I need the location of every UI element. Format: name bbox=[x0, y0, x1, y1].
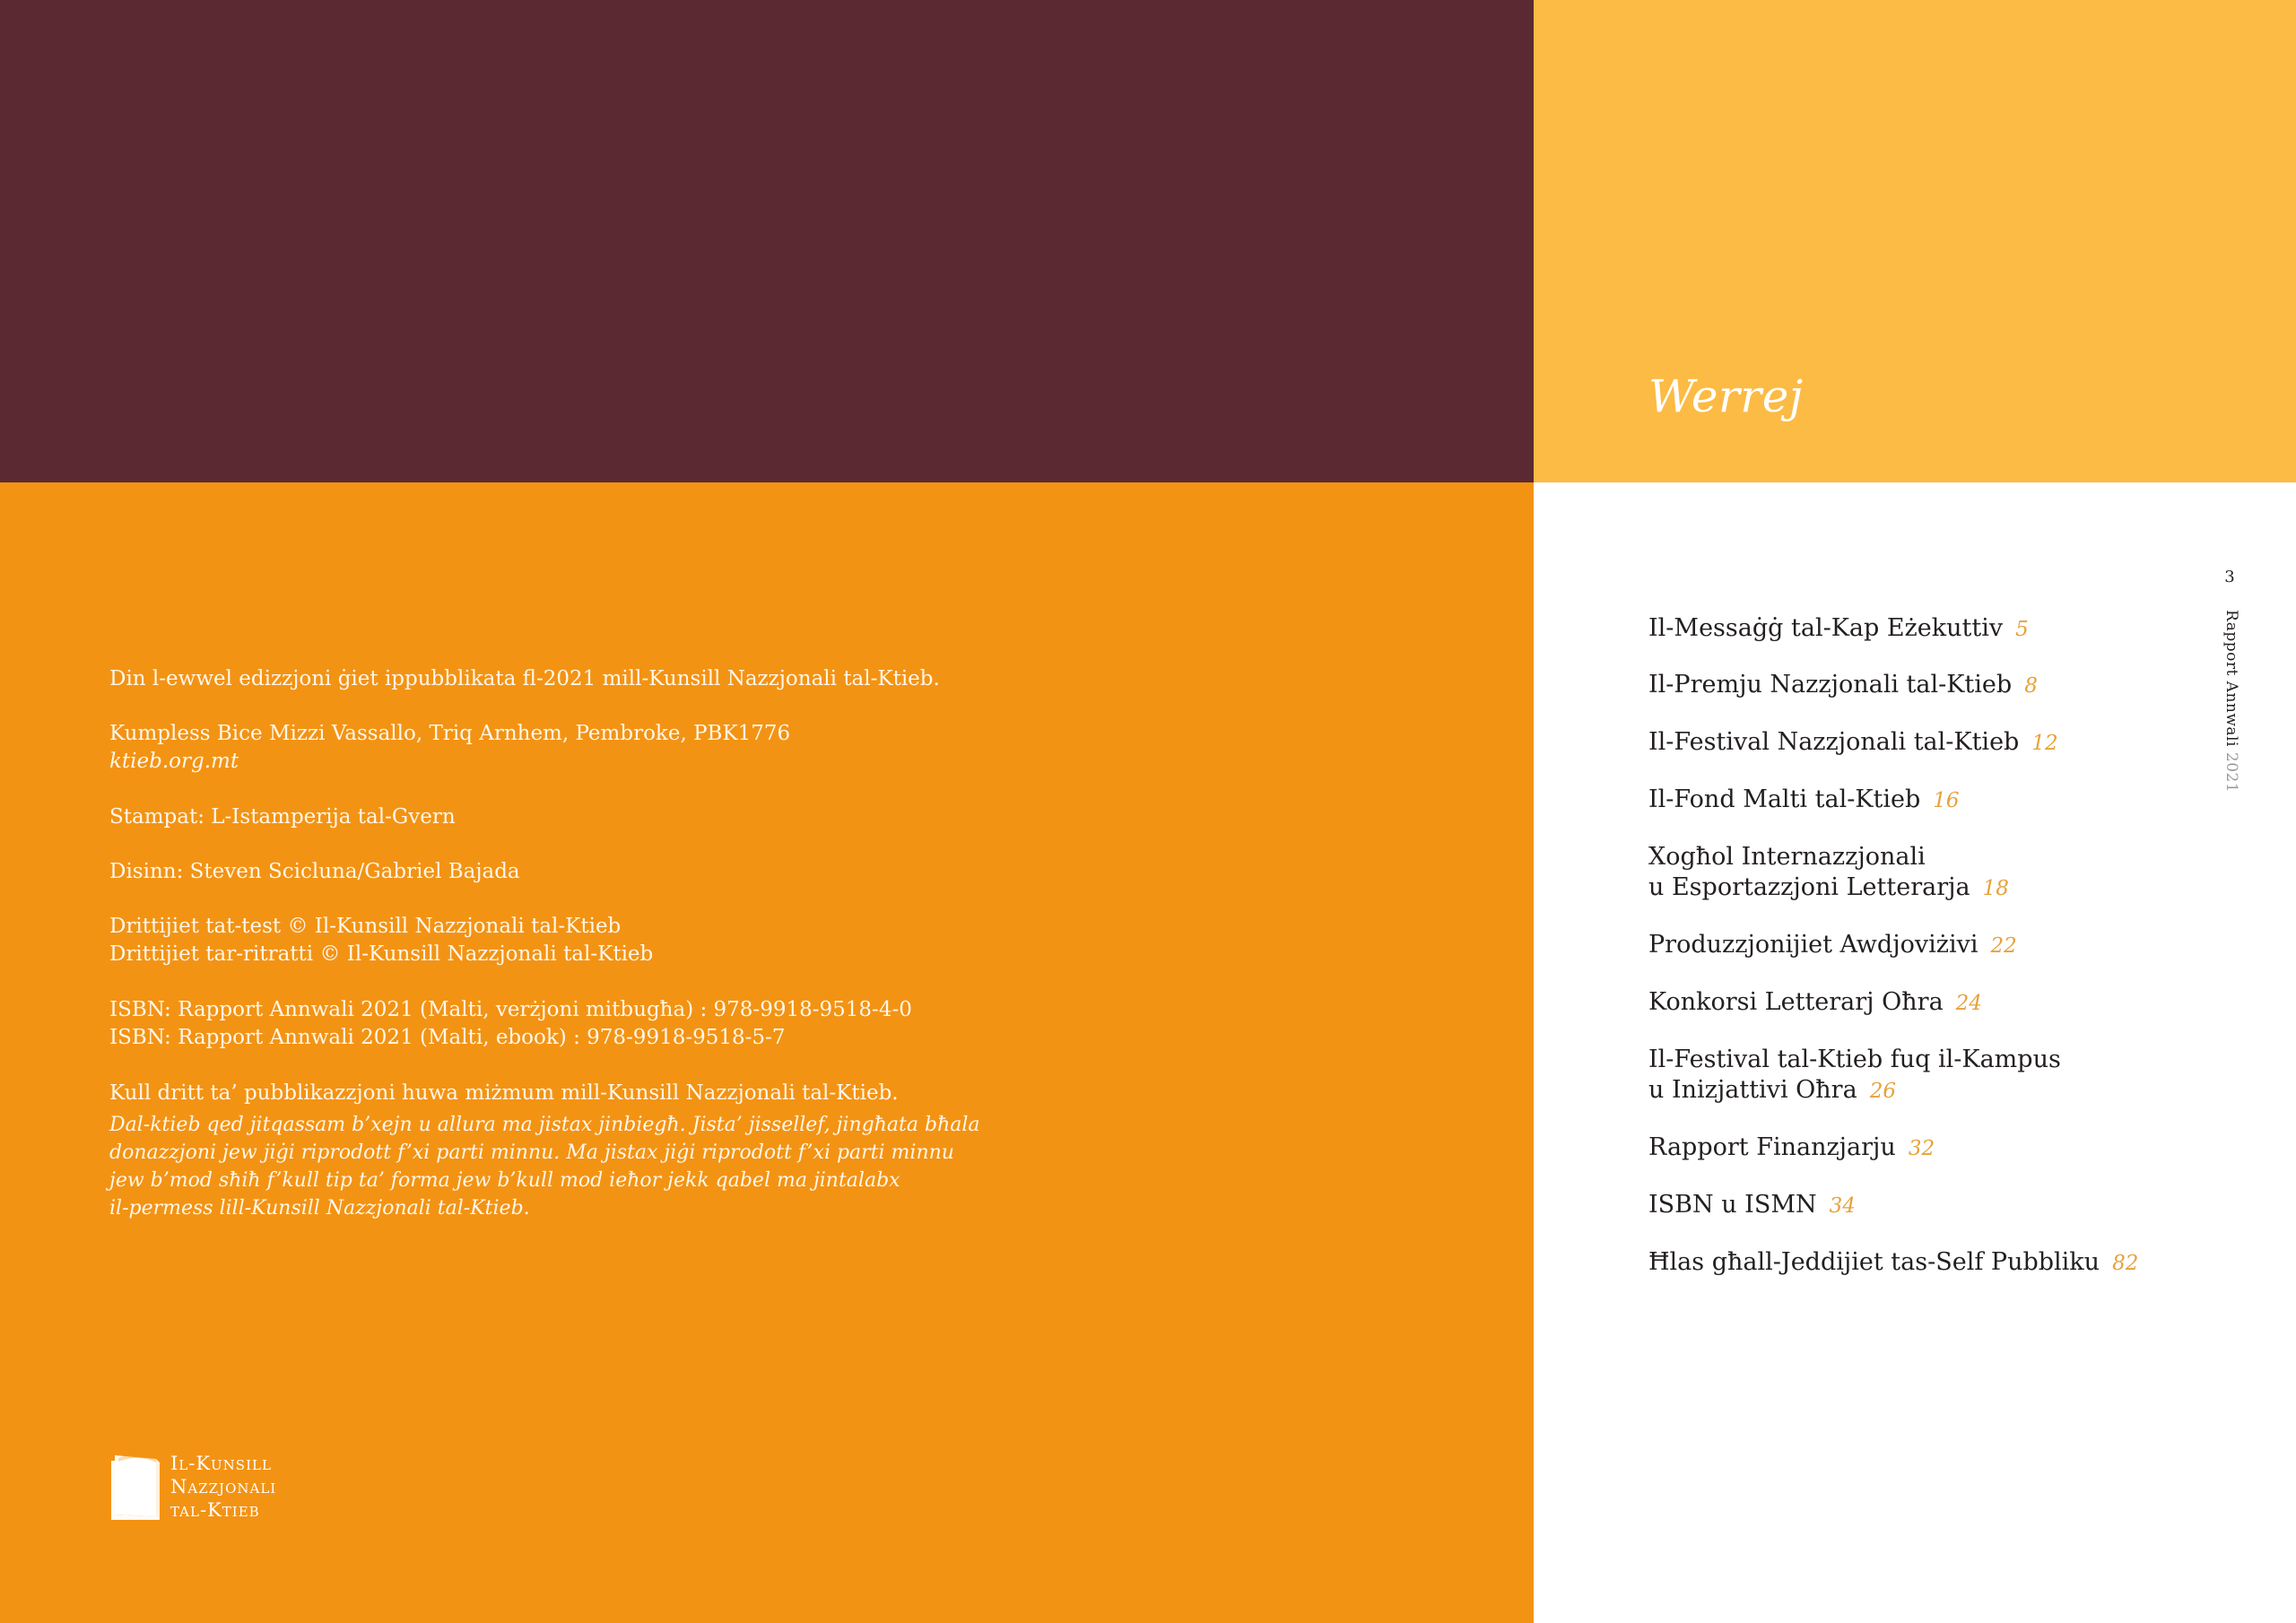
imprint-copyright-text: Drittijiet tat-test © Il-Kunsill Nazzjonali tal-Ktieb bbox=[109, 915, 622, 938]
toc-entry-label: Il-Festival Nazzjonali tal-Ktieb bbox=[1648, 728, 2020, 756]
toc-entry[interactable] bbox=[1648, 987, 1982, 1019]
toc-entry[interactable] bbox=[1648, 842, 2009, 904]
toc-entry[interactable] bbox=[1648, 670, 2038, 701]
imprint-copyright-photos: Drittijiet tar-ritratti © Il-Kunsill Nazzjonali tal-Ktieb bbox=[109, 942, 654, 966]
toc-entry[interactable] bbox=[1648, 1045, 2061, 1107]
running-title-year: 2021 bbox=[2222, 751, 2240, 794]
logo-line: Nazzjonali bbox=[170, 1476, 277, 1497]
imprint-isbn-block bbox=[109, 996, 912, 1052]
toc-entry-label: Il-Festival tal-Ktieb fuq il-Kampus bbox=[1648, 1046, 2061, 1073]
toc-entry[interactable] bbox=[1648, 785, 1960, 816]
imprint-address: Kumpless Bice Mizzi Vassallo, Triq Arnhem, Pembroke, PBK1776 bbox=[109, 722, 791, 745]
toc-entry-label: Ħlas għall-Jeddijiet tas-Self Pubbliku bbox=[1648, 1248, 2100, 1276]
toc-entry-label: Il-Fond Malti tal-Ktieb bbox=[1648, 785, 1921, 813]
toc-entry-page: 16 bbox=[1933, 789, 1960, 812]
toc-entry-label: Produzzjonijiet Awdjoviżivi bbox=[1648, 931, 1979, 959]
toc-entry[interactable] bbox=[1648, 1190, 1856, 1221]
imprint-isbn-print: ISBN: Rapport Annwali 2021 (Malti, verżjoni mitbugħa) : 978-9918-9518-4-0 bbox=[109, 998, 912, 1021]
legal-line: donazzjoni jew jiġi riprodott f’xi parti minnu. Ma jistax jiġi riprodott f’xi parti minnu bbox=[109, 1141, 954, 1164]
open-book-icon bbox=[109, 1450, 161, 1522]
running-title bbox=[2222, 610, 2240, 793]
running-title-text: Rapport Annwali bbox=[2222, 610, 2240, 747]
legal-line: Dal-ktieb qed jitqassam b’xejn u allura ma jistax jinbiegħ. Jista’ jissellef, jingħata bħala bbox=[109, 1114, 980, 1136]
imprint-printer: Stampat: L-Istamperija tal-Gvern bbox=[109, 805, 456, 829]
toc-entry-label: Il-Messaġġ tal-Kap Eżekuttiv bbox=[1648, 614, 2004, 642]
toc-entry-label: u Esportazzjoni Letterarja bbox=[1648, 873, 1970, 901]
imprint-first-edition: Din l-ewwel edizzjoni ġiet ippubblikata fl-2021 mill-Kunsill Nazzjonali tal-Ktieb. bbox=[109, 667, 940, 690]
toc-entry-page: 32 bbox=[1908, 1137, 1935, 1160]
toc-entry-page: 24 bbox=[1955, 992, 1982, 1015]
imprint-rights-block bbox=[109, 1080, 980, 1222]
toc-entry-label: Konkorsi Letterarj Oħra bbox=[1648, 988, 1944, 1016]
council-logo bbox=[109, 1450, 276, 1522]
toc-entry[interactable] bbox=[1648, 613, 2029, 645]
toc-entry-label: ISBN u ISMN bbox=[1648, 1191, 1817, 1219]
imprint-website: ktieb.org.mt bbox=[109, 750, 239, 773]
toc-entry-page: 34 bbox=[1829, 1194, 1856, 1218]
toc-entry-label: Xogħol Internazzjonali bbox=[1648, 843, 1926, 871]
toc-entry-page: 26 bbox=[1869, 1080, 1896, 1103]
plum-color-block bbox=[0, 0, 1534, 482]
toc-entry-page: 8 bbox=[2024, 674, 2038, 698]
toc-entry-page: 12 bbox=[2031, 732, 2058, 755]
toc-entry-page: 5 bbox=[2015, 618, 2029, 641]
logo-wordmark bbox=[170, 1452, 276, 1522]
toc-entry[interactable] bbox=[1648, 1133, 1935, 1164]
logo-line: Il-Kunsill bbox=[170, 1453, 272, 1474]
imprint-copyright-block bbox=[109, 913, 653, 968]
toc-entry-label: Rapport Finanzjarju bbox=[1648, 1133, 1896, 1161]
toc-entry[interactable] bbox=[1648, 1247, 2138, 1279]
legal-line: il-permess lill-Kunsill Nazzjonali tal-Ktieb. bbox=[109, 1197, 530, 1219]
legal-line: jew b’mod sħiħ f’kull tip ta’ forma jew b’kull mod ieħor jekk qabel ma jintalabx bbox=[109, 1169, 900, 1192]
toc-entry-page: 82 bbox=[2112, 1252, 2139, 1275]
toc-entry-page: 18 bbox=[1982, 877, 2009, 900]
toc-entry-label: Il-Premju Nazzjonali tal-Ktieb bbox=[1648, 671, 2013, 699]
toc-entry[interactable] bbox=[1648, 930, 2017, 961]
imprint-isbn-ebook: ISBN: Rapport Annwali 2021 (Malti, ebook) : 978-9918-9518-5-7 bbox=[109, 1026, 786, 1049]
imprint-design: Disinn: Steven Scicluna/Gabriel Bajada bbox=[109, 860, 520, 883]
toc-entry-label: u Inizjattivi Oħra bbox=[1648, 1076, 1857, 1104]
contents-heading: Werrej bbox=[1648, 370, 1804, 422]
toc-entry[interactable] bbox=[1648, 727, 2058, 759]
imprint-address-block bbox=[109, 720, 790, 776]
imprint-legal-notice bbox=[109, 1111, 980, 1222]
page-number: 3 bbox=[2224, 568, 2235, 586]
logo-line: tal-Ktieb bbox=[170, 1499, 260, 1521]
toc-entry-page: 22 bbox=[1990, 934, 2017, 958]
imprint-rights: Kull dritt ta’ pubblikazzjoni huwa miżmum mill-Kunsill Nazzjonali tal-Ktieb. bbox=[109, 1081, 899, 1105]
